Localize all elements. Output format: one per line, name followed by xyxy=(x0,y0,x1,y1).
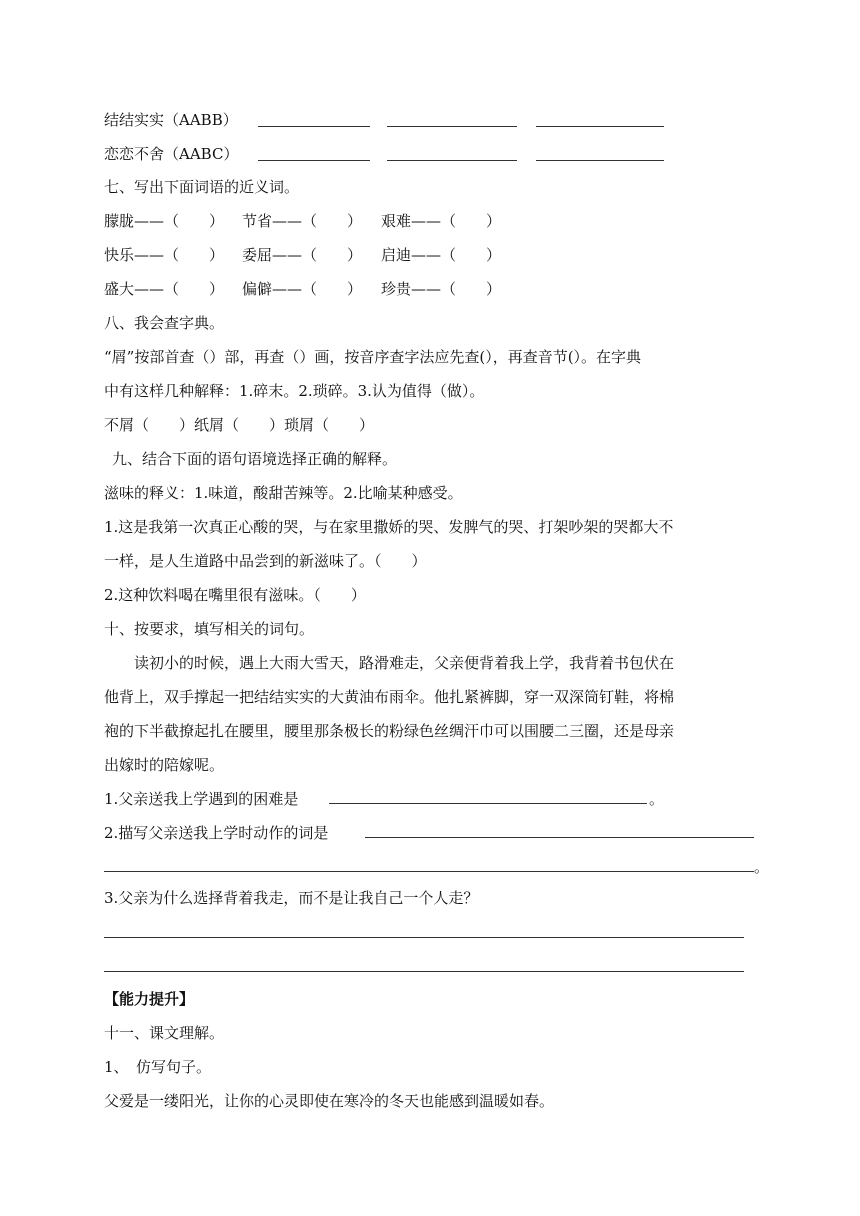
q7-r1c3: 艰难——（ ） xyxy=(381,212,502,230)
q9-title: 九、结合下面的语句语境选择正确的解释。 xyxy=(112,450,398,468)
q10-answer3: 3.父亲为什么选择背着我走，而不是让我自己一个人走？ xyxy=(104,889,479,907)
aabc-row xyxy=(104,143,238,165)
aabb-row xyxy=(104,109,238,131)
q10-passage-3: 袍的下半截撩起扎在腰里，腰里那条极长的粉绿色丝绸汗巾可以围腰二三圈，还是母亲 xyxy=(104,722,675,740)
q11-sentence: 父爱是一缕阳光，让你的心灵即使在寒冷的冬天也能感到温暖如春。 xyxy=(104,1092,555,1110)
q7-r3c1: 盛大——（ ） xyxy=(104,280,225,298)
q7-r2c3: 启迪——（ ） xyxy=(381,246,502,264)
aabb-blank-1[interactable] xyxy=(258,126,370,127)
q7-r3c2: 偏僻——（ ） xyxy=(242,280,363,298)
q7-r3c3: 珍贵——（ ） xyxy=(381,280,502,298)
q10-answer2-blank-2[interactable] xyxy=(104,871,754,872)
q8-line2: 中有这样几种解释：1.碎末。2.琐碎。3.认为值得（做）。 xyxy=(104,382,485,400)
q10-answer3-blank-2[interactable] xyxy=(104,971,744,972)
q9-sentence2: 2.这种饮料喝在嘴里很有滋味。（ ） xyxy=(104,586,366,604)
q7-r2c1: 快乐——（ ） xyxy=(104,246,225,264)
q11-title: 十一、课文理解。 xyxy=(104,1024,225,1042)
q10-answer2-end: 。 xyxy=(754,858,770,876)
aabb-word: 结结实实（AABB） xyxy=(104,111,238,129)
q10-answer1-blank[interactable] xyxy=(329,803,647,804)
q7-r2c2: 委屈——（ ） xyxy=(242,246,363,264)
aabc-blank-1[interactable] xyxy=(258,160,370,161)
aabc-blank-3[interactable] xyxy=(536,160,664,161)
q10-answer1-end: 。 xyxy=(649,790,665,808)
q11-item1: 1、 仿写句子。 xyxy=(104,1058,212,1076)
aabc-blank-2[interactable] xyxy=(387,160,517,161)
q10-answer2 xyxy=(104,822,328,844)
q10-passage-4: 出嫁时的陪嫁呢。 xyxy=(104,756,225,774)
aabb-blank-2[interactable] xyxy=(387,126,517,127)
q9-definition: 滋味的释义：1.味道，酸甜苦辣等。2.比喻某种感受。 xyxy=(104,484,463,502)
q10-title: 十、按要求，填写相关的词句。 xyxy=(104,620,315,638)
q7-r1c1: 朦胧——（ ） xyxy=(104,212,225,230)
q10-answer3-blank-1[interactable] xyxy=(104,937,744,938)
q10-passage-1: 读初小的时候，遇上大雨大雪天，路滑难走，父亲便背着我上学，我背着书包伏在 xyxy=(134,654,675,672)
ability-heading: 【能力提升】 xyxy=(104,990,195,1008)
q10-answer1-label: 1.父亲送我上学遇到的困难是 xyxy=(104,790,299,808)
q9-sentence1-a: 1.这是我第一次真正心酸的哭，与在家里撒娇的哭、发脾气的哭、打架吵架的哭都大不 xyxy=(104,518,674,536)
q10-answer2-blank-1[interactable] xyxy=(365,837,754,838)
q10-answer1 xyxy=(104,788,298,810)
q8-title: 八、我会查字典。 xyxy=(104,314,225,332)
aabc-word: 恋恋不舍（AABC） xyxy=(104,145,239,163)
q8-line3: 不屑（ ）纸屑（ ）琐屑（ ） xyxy=(104,416,375,434)
aabb-blank-3[interactable] xyxy=(536,126,664,127)
q9-sentence1-b: 一样，是人生道路中品尝到的新滋味了。（ ） xyxy=(104,552,427,570)
q7-title: 七、写出下面词语的近义词。 xyxy=(104,178,300,196)
q10-answer2-label: 2.描写父亲送我上学时动作的词是 xyxy=(104,824,329,842)
q8-line1: “屑”按部首查（）部，再查（）画，按音序查字法应先查(），再查音节(）。在字典 xyxy=(104,348,642,366)
q7-r1c2: 节省——（ ） xyxy=(242,212,363,230)
q10-passage-2: 他背上，双手撑起一把结结实实的大黄油布雨伞。他扎紧裤脚，穿一双深筒钉鞋，将棉 xyxy=(104,688,675,706)
